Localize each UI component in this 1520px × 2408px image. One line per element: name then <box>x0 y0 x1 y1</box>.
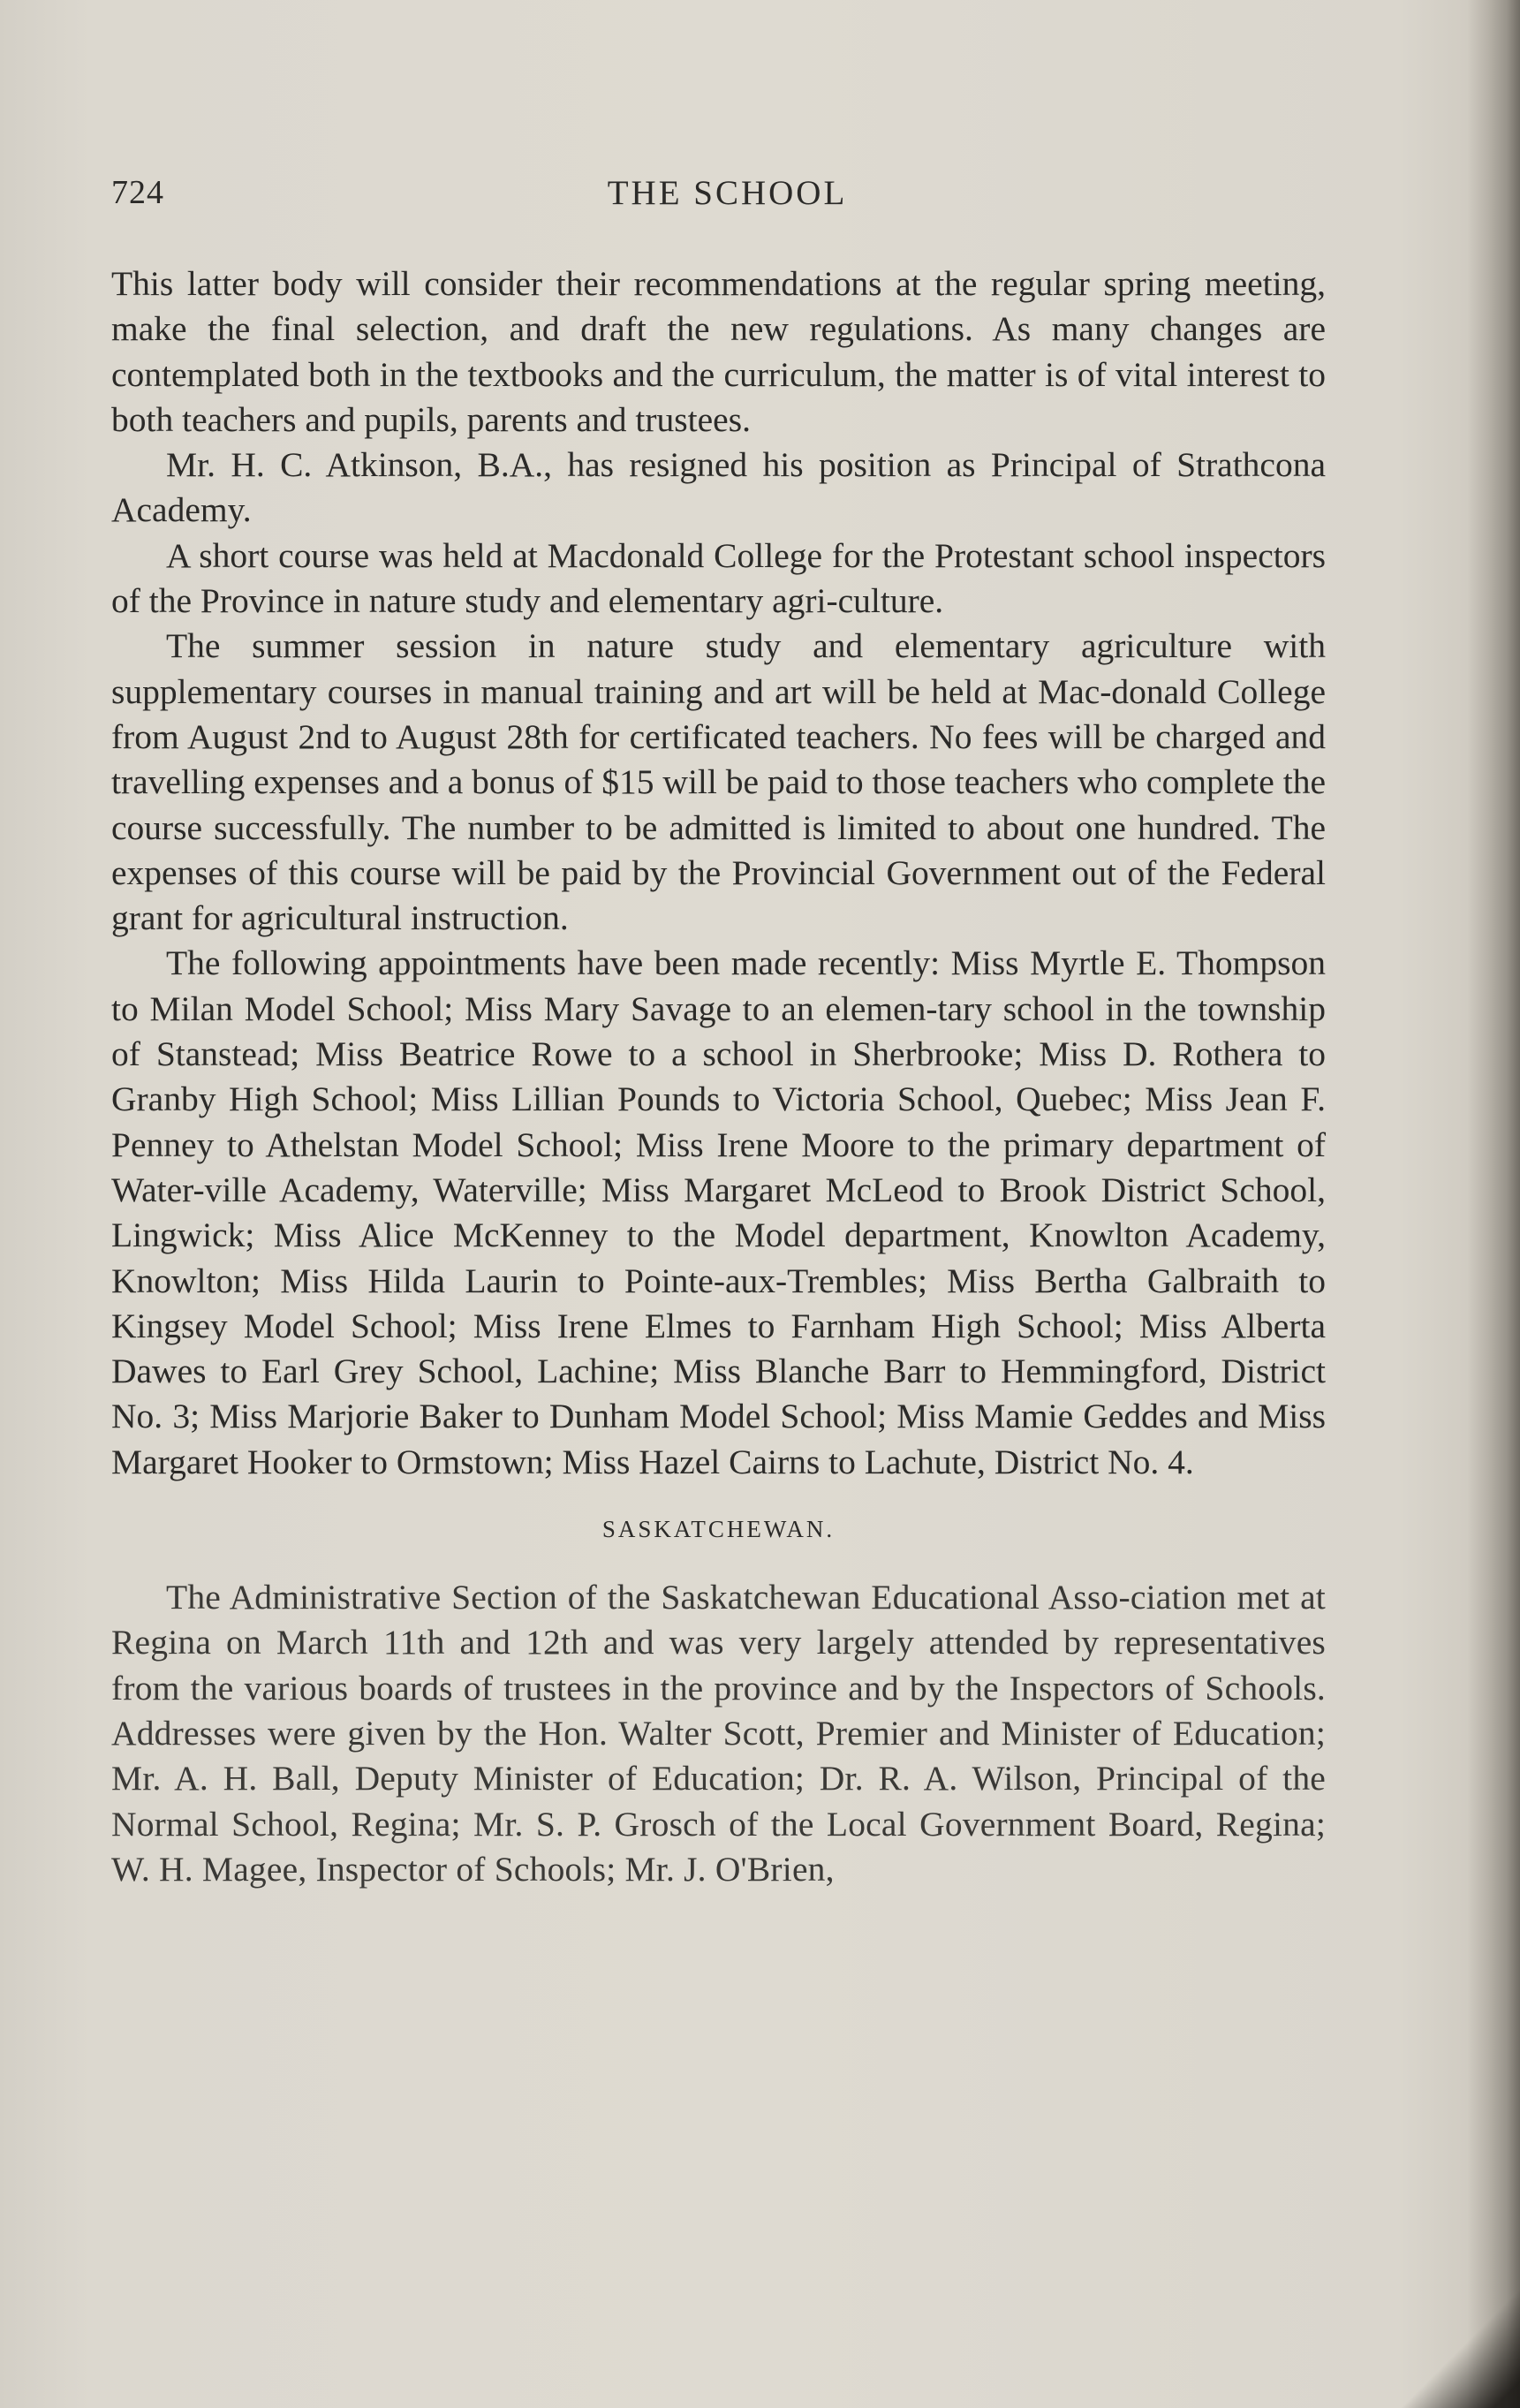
paragraph-atkinson: Mr. H. C. Atkinson, B.A., has resigned his position as Principal of Strathcona Academy. <box>111 445 1326 530</box>
article-body <box>111 261 1326 1892</box>
spine-shadow <box>1467 0 1520 2408</box>
running-head: THE SCHOOL <box>607 174 848 212</box>
page-header <box>111 173 1326 217</box>
paragraph-short-course: A short course was held at Macdonald College for the Protestant school inspectors of the Province in nature study and elementary agri-culture. <box>111 535 1326 621</box>
corner-shadow <box>1379 2284 1520 2408</box>
paragraph-continuation: This latter body will consider their recommendations at the regular spring meeting, make the final selection, and draft the new regulations. As many changes are contemplated both in the textbooks and the curriculum, the matter is of vital interest to both teachers and pupils, parents and trustees. <box>111 264 1326 439</box>
paragraph-appointments: The following appointments have been made recently: Miss Myrtle E. Thompson to Milan Model School; Miss Mary Savage to an elemen-tary school in the township of Stanstead; Miss Beatrice Rowe to a school in Sherbrooke; Miss D. Rothera to Granby High School; Miss Lillian Pounds to Victoria School, Quebec; Miss Jean F. Penney to Athelstan Model School; Miss Irene Moore to the primary department of Water-ville Academy, Waterville; Miss Margaret McLeod to Brook District School, Lingwick; Miss Alice McKenney to the Model department, Knowlton Academy, Knowlton; Miss Hilda Laurin to Pointe-aux-Trembles; Miss Bertha Galbraith to Kingsey Model School; Miss Irene Elmes to Farnham High School; Miss Alberta Dawes to Earl Grey School, Lachine; Miss Blanche Barr to Hemmingford, District No. 3; Miss Marjorie Baker to Dunham Model School; Miss Mamie Geddes and Miss Margaret Hooker to Ormstown; Miss Hazel Cairns to Lachute, District No. 4. <box>111 943 1326 1481</box>
paragraph-saskatchewan: The Administrative Section of the Saskatchewan Educational Asso-ciation met at Regina on March 11th and 12th and was very largely attended by representatives from the various boards of trustees in the province and by the Inspectors of Schools. Addresses were given by the Hon. Walter Scott, Premier and Minister of Education; Mr. A. H. Ball, Deputy Minister of Education; Dr. R. A. Wilson, Principal of the Normal School, Regina; Mr. S. P. Grosch of the Local Government Board, Regina; W. H. Magee, Inspector of Schools; Mr. J. O'Brien, <box>111 1578 1326 1889</box>
paragraph-summer-session: The summer session in nature study and elementary agriculture with supplementary courses in manual training and art will be held at Mac-donald College from August 2nd to August 28th for certificated teachers. No fees will be charged and travelling expenses and a bonus of $15 will be paid to those teachers who complete the course successfully. The number to be admitted is limited to about one hundred. The expenses of this course will be paid by the Provincial Government out of the Federal grant for agricultural instruction. <box>111 626 1326 938</box>
section-heading: SASKATCHEWAN. <box>601 1516 836 1543</box>
page-number: 724 <box>111 174 164 211</box>
